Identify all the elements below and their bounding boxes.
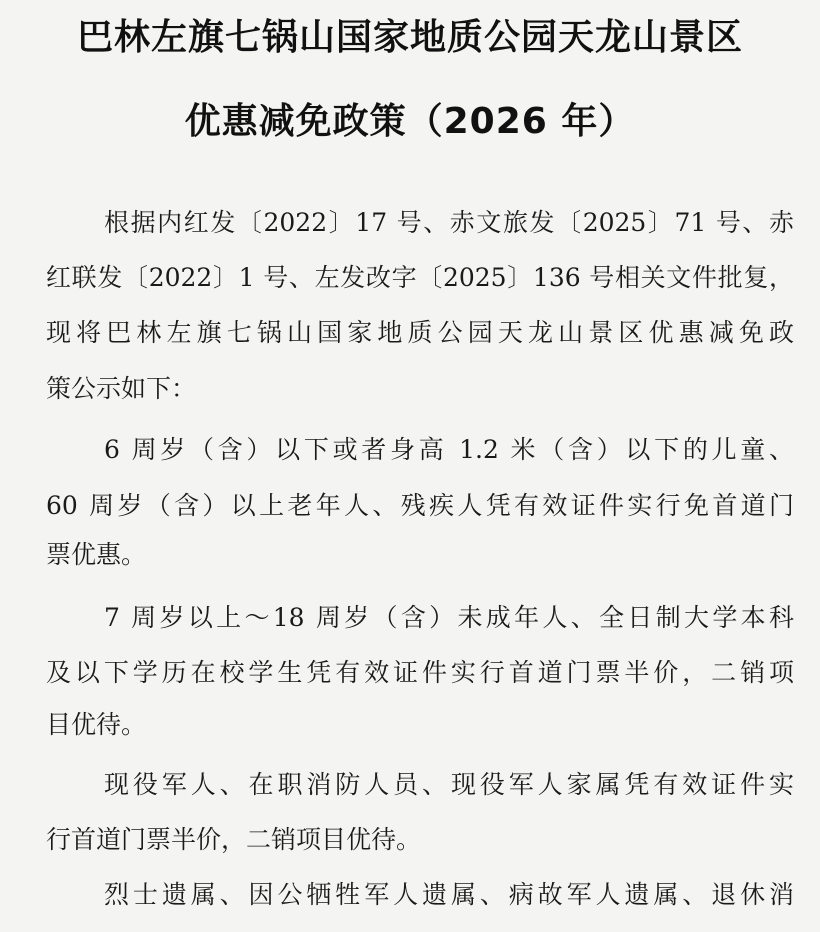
document-title-line-1: 巴林左旗七锅山国家地质公园天龙山景区 <box>76 17 743 58</box>
paragraph-line: 烈士遗属、因公牺牲军人遗属、病故军人遗属、退休消 <box>104 880 794 909</box>
paragraph-line: 现将巴林左旗七锅山国家地质公园天龙山景区优惠减免政 <box>46 318 794 347</box>
paragraph-line: 7 周岁以上～18 周岁（含）未成年人、全日制大学本科 <box>104 603 794 632</box>
paragraph-line: 目优待。 <box>46 710 147 739</box>
paragraph-line: 及以下学历在校学生凭有效证件实行首道门票半价，二销项 <box>46 658 794 687</box>
paragraph-line: 6 周岁（含）以下或者身高 1.2 米（含）以下的儿童、 <box>104 435 794 464</box>
paragraph-line: 现役军人、在职消防人员、现役军人家属凭有效证件实 <box>104 770 794 799</box>
paragraph-line: 票优惠。 <box>46 540 147 569</box>
paragraph-line: 根据内红发〔2022〕17 号、赤文旅发〔2025〕71 号、赤 <box>104 208 794 237</box>
document-title-line-2: 优惠减免政策（2026 年） <box>184 101 636 142</box>
paragraph-line: 策公示如下： <box>46 374 197 403</box>
paragraph-line: 60 周岁（含）以上老年人、残疾人凭有效证件实行免首道门 <box>46 491 794 520</box>
paragraph-line: 行首道门票半价，二销项目优待。 <box>46 825 422 854</box>
paragraph-line: 红联发〔2022〕1 号、左发改字〔2025〕136 号相关文件批复， <box>46 263 794 292</box>
